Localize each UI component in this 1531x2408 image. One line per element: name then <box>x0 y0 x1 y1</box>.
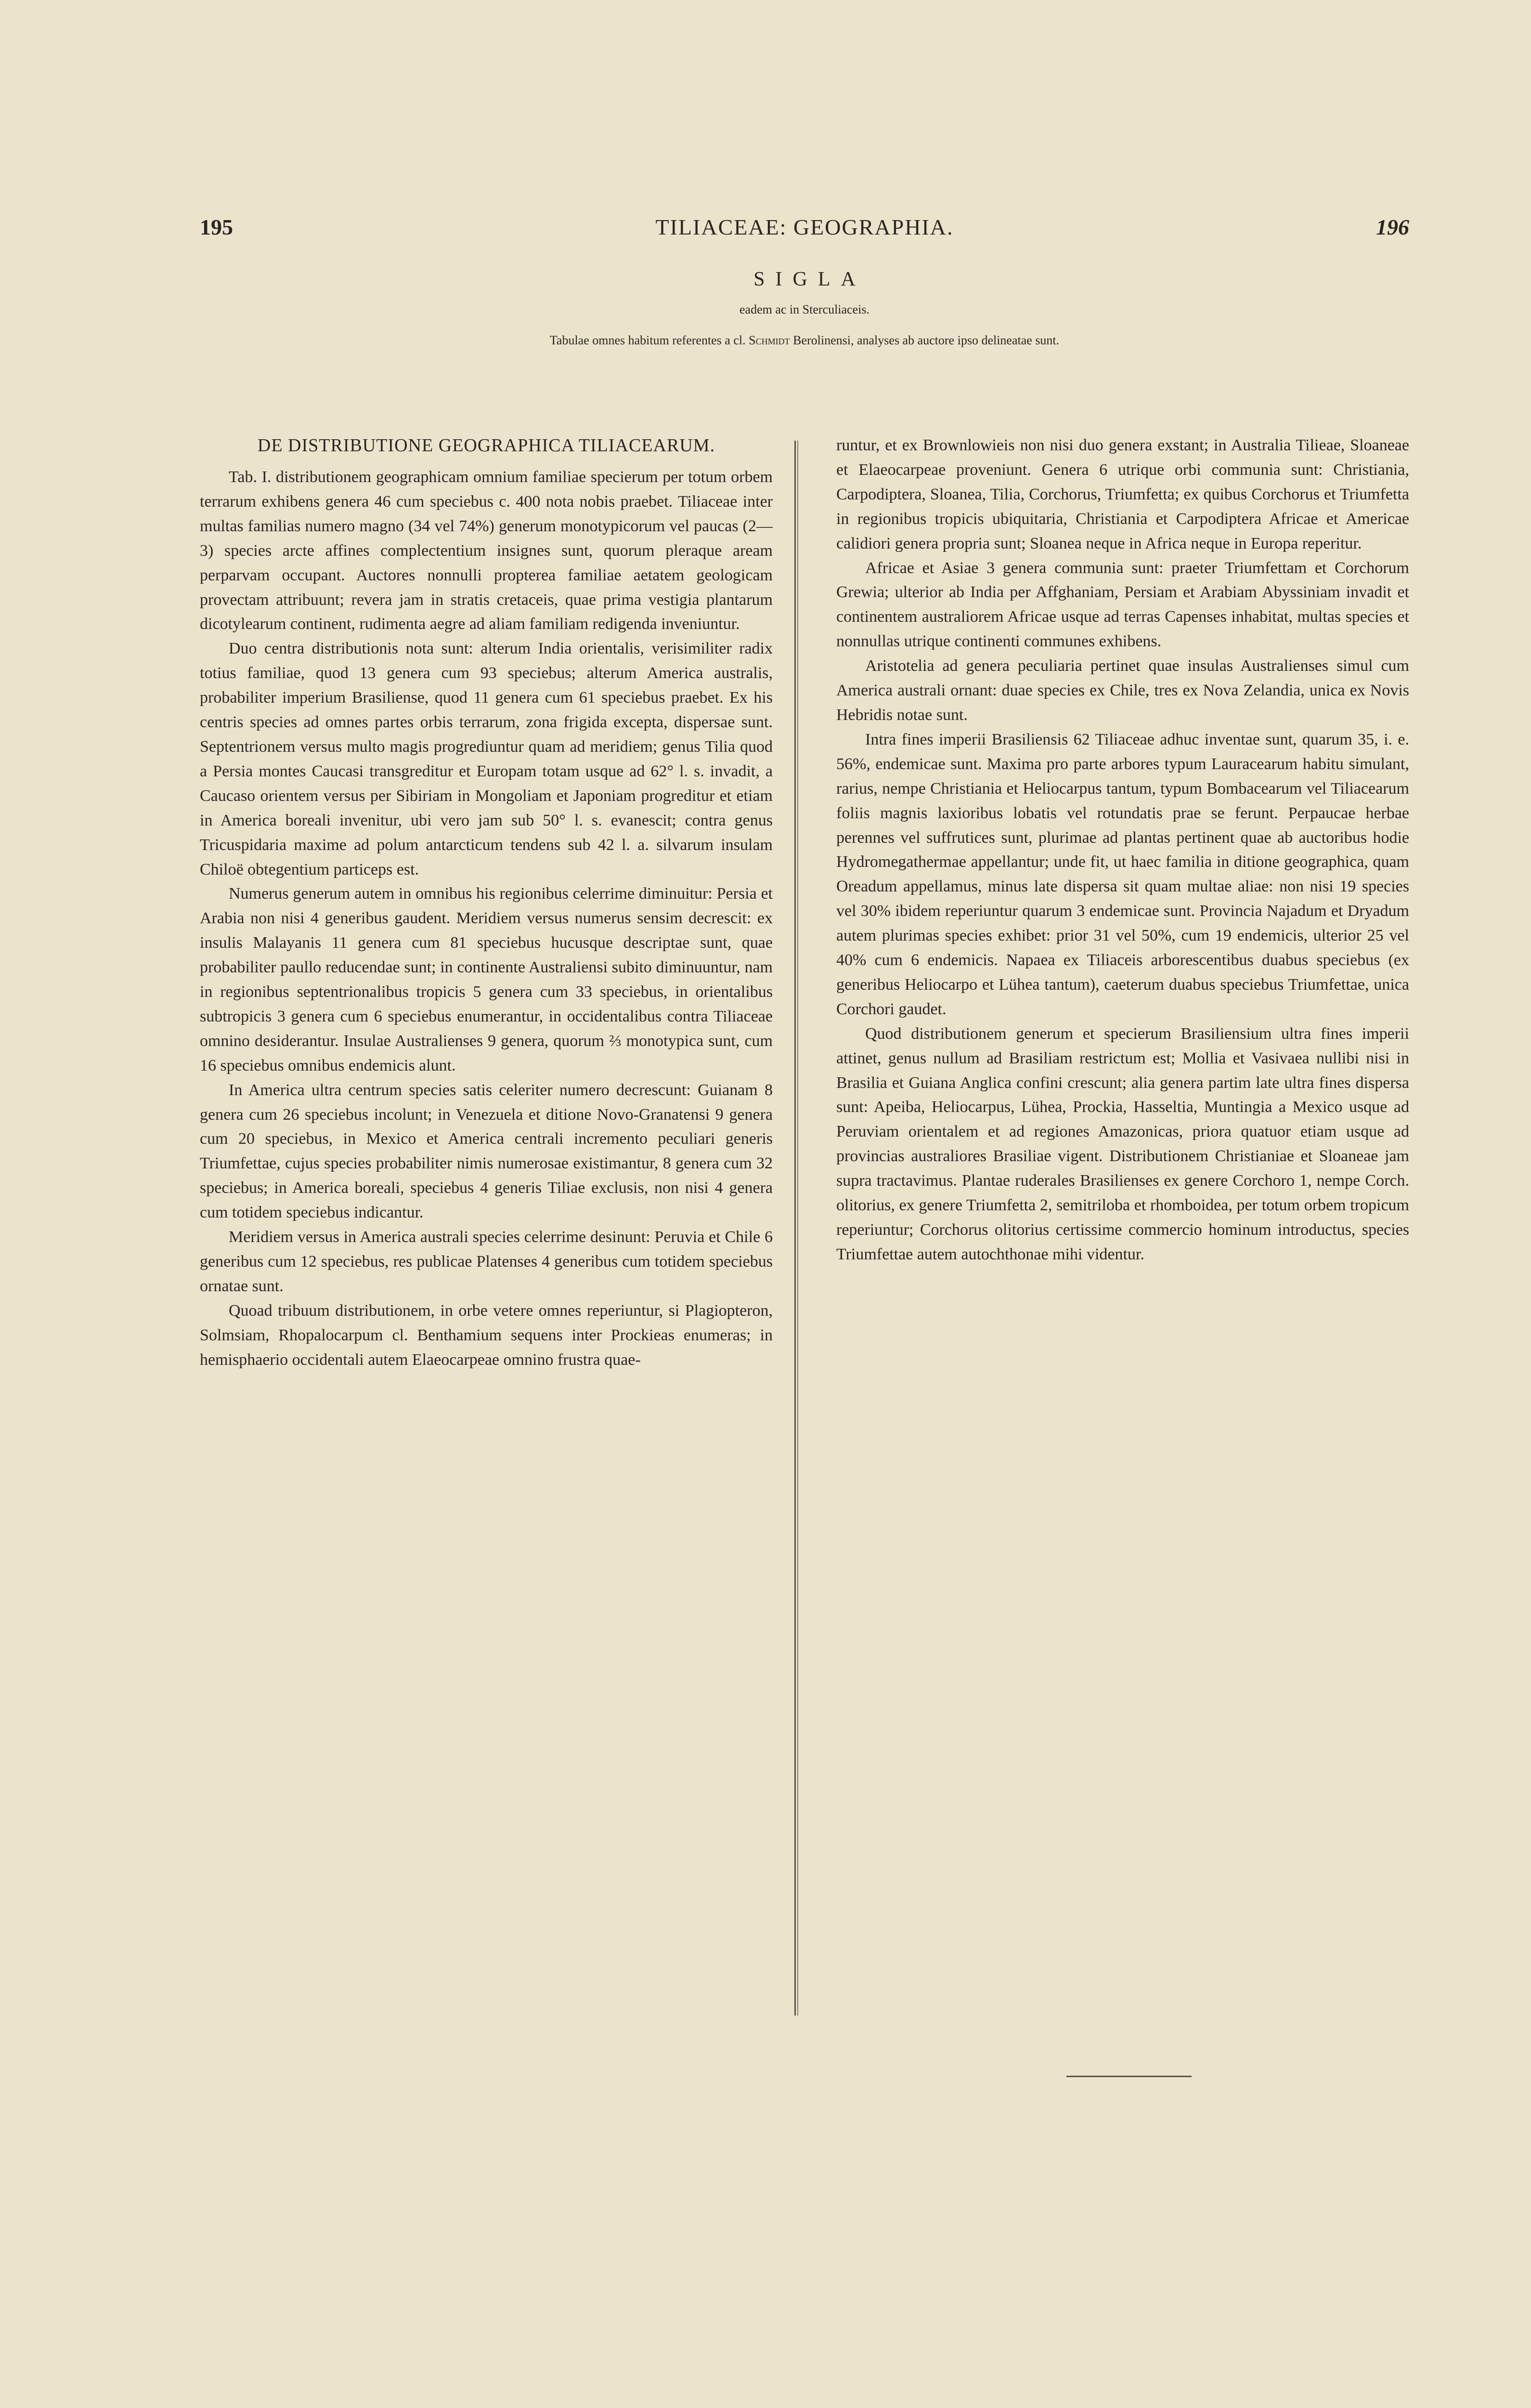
paragraph: Quoad tribuum distributionem, in orbe vetere omnes reperiuntur, si Plagiopteron, Solmsiam, Rhopalocarpum cl. Benthamium sequens inter Prockieas enumeras; in hemisphaerio occidentali autem Elaeocarpeae omnino frustra quae- <box>200 1301 773 1369</box>
sigla-note-suffix: Berolinensi, analyses ab auctore ipso delineatae sunt. <box>793 333 1060 347</box>
sigla-note-name: Schmidt <box>749 333 790 347</box>
paragraph-continued: runtur, et ex Brownlowieis non nisi duo genera exstant; in Australia Tilieae, Sloaneae et Elaeocarpeae proveniunt. Genera 6 utrique orbi communia sunt: Christiania, Carpodiptera, Sloanea, Tilia, Corchorus, Triumfetta; ex quibus Corchorus et Triumfetta in regionibus tropicis ubiquitaria, Christiania et Carpodiptera Africae et Americae calidiori genera propria sunt; Sloanea neque in Africa neque in Europa reperitur. <box>836 436 1409 552</box>
column-divider <box>794 441 796 2015</box>
paragraph: Intra fines imperii Brasiliensis 62 Tiliaceae adhuc inventae sunt, quarum 35, i. e. 56%, endemicae sunt. Maxima pro parte arbores typum Lauracearum habitu simulant, rarius, nempe Christiania et Heliocarpus tantum, typum Bombacearum vel Tiliacearum foliis magnis laxioribus lobatis vel rotundatis prae se ferunt. Perpaucae herbae perennes vel suffrutices sunt, plurimae ad plantas pertinent quae ab auctoribus hodie Hydromegathermae appellantur; unde fit, ut haec familia in ditione geographica, quam Oreadum appellamus, minus late dispersa sit quam multae aliae: non nisi 19 species vel 30% ibidem reperiuntur quarum 3 endemicae sunt. Provincia Najadum et Dryadum autem plurimas species exhibet: prior 31 vel 50%, cum 19 endemicis, ulterior 25 vel 40% cum 6 endemicis. Napaea ex Tiliaceis arborescentibus duabus speciebus (ex generibus Heliocarpo et Lühea tantum), caeterum duabus speciebus Triumfettae, unica Corchori gaudet. <box>836 730 1409 1018</box>
sigla-block <box>200 268 1409 348</box>
end-rule <box>1066 2076 1192 2077</box>
running-head <box>200 214 1409 248</box>
paragraph: Africae et Asiae 3 genera communia sunt: praeter Triumfettam et Corchorum Grewia; ulterior ab India per Affghaniam, Persiam et Arabiam Abyssiniam invadit et continentem australiorem Africae usque ad terras Capenses inhabitat, multas species et nonnullas utrique continenti communes exhibens. <box>836 559 1409 651</box>
page-number-left: 195 <box>200 215 233 239</box>
sigla-note-prefix: Tabulae omnes habitum referentes a cl. <box>549 333 746 347</box>
left-column <box>200 433 773 1373</box>
column-divider-inner <box>797 441 798 2015</box>
paragraph: In America ultra centrum species satis celeriter numero decrescunt: Guianam 8 genera cum 26 speciebus incolunt; in Venezuela et ditione Novo-Granatensi 9 genera cum 20 speciebus, in Mexico et America centrali incremento peculiari generis Triumfettae, cujus species probabiliter nimis numerosae existimantur, 8 genera cum 32 speciebus; in America boreali, speciebus 4 generis Tiliae exclusis, non nisi 4 genera cum totidem speciebus indicantur. <box>200 1081 773 1222</box>
sigla-note <box>200 333 1409 348</box>
paragraph: Tab. I. distributionem geographicam omnium familiae specierum per totum orbem terrarum exhibens genera 46 cum speciebus c. 400 nota nobis praebet. Tiliaceae inter multas familias numero magno (34 vel 74%) generum monotypicorum vel paucas (2—3) species arcte affines complectentium insignes sunt, quorum pleraque aream perparvam occupant. Auctores nonnulli propterea familiae aetatem geologicam provectam attribuunt; revera jam in stratis cretaceis, quae prima vestigia plantarum dicotylearum continent, rudimenta aegre ad aliam familiam redigenda inveniuntur. <box>200 468 773 633</box>
paragraph: Numerus generum autem in omnibus his regionibus celerrime diminuitur: Persia et Arabia non nisi 4 generibus gaudent. Meridiem versus numerus sensim decrescit: ex insulis Malayanis 11 genera cum 81 speciebus hucusque descriptae sunt, quae probabiliter paullo reducendae sunt; in continente Australiensi subito diminuuntur, nam in regionibus septentrionalibus tropicis 5 genera cum 33 speciebus, in orientalibus subtropicis 3 genera cum 6 speciebus enumerantur, in occidentalibus contra Tiliaceae omnino desiderantur. Insulae Australienses 9 genera, quorum ⅔ monotypica sunt, cum 16 speciebus omnibus endemicis alunt. <box>200 885 773 1074</box>
right-column <box>836 433 1409 1267</box>
section-heading: DE DISTRIBUTIONE GEOGRAPHICA TILIACEARUM. <box>257 435 715 456</box>
running-title: TILIACEAE: GEOGRAPHIA. <box>655 215 954 239</box>
paragraph: Meridiem versus in America australi species celerrime desinunt: Peruvia et Chile 6 generibus cum 12 speciebus, res publicae Platenses 4 generibus cum totidem speciebus ornatae sunt. <box>200 1228 773 1295</box>
paragraph: Duo centra distributionis nota sunt: alterum India orientalis, verisimiliter radix totius familiae, quod 13 genera cum 93 speciebus; alterum America australis, probabiliter imperium Brasiliense, quod 11 genera cum 61 speciebus praebet. Ex his centris species ad omnes partes orbis terrarum, zona frigida excepta, dispersae sunt. Septentrionem versus multo magis progrediuntur quam ad meridiem; genus Tilia quod a Persia montes Caucasi transgreditur et Europam totam usque ad 62° l. s. invadit, a Caucaso orientem versus per Sibiriam in Mongoliam et Japoniam progreditur et etiam in America boreali invenitur, ubi vero jam sub 50° l. s. evanescit; contra genus Tricuspidaria maxime ad polum antarcticum tendens sub 42 l. a. silvarum insulam Chiloë obtegentium particeps est. <box>200 640 773 878</box>
sigla-title: SIGLA <box>753 268 866 290</box>
paragraph: Quod distributionem generum et specierum Brasiliensium ultra fines imperii attinet, genus nullum ad Brasiliam restrictum est; Mollia et Vasivaea nullibi nisi in Brasilia et Guiana Anglica confini crescunt; alia genera partim late ultra fines dispersa sunt: Apeiba, Heliocarpus, Lühea, Prockia, Hasseltia, Muntingia a Mexico usque ad Peruviam orientalem et ad regiones Amazonicas, priora quatuor etiam usque ad provincias australiores Brasiliae vigent. Distributionem Christianiae et Sloaneae jam supra tractavimus. Plantae ruderales Brasilienses ex genere Corchoro 1, nempe Corch. olitorius, ex genere Triumfetta 2, semitriloba et rhomboidea, per totum orbem tropicum reperiuntur; Corchorus olitorius certissime commercio hominum introductus, species Triumfettae autem autochthonae mihi videntur. <box>836 1024 1409 1263</box>
sigla-subtitle: eadem ac in Sterculiaceis. <box>740 302 869 316</box>
paragraph: Aristotelia ad genera peculiaria pertinet quae insulas Australienses simul cum America australi ornant: duae species ex Chile, tres ex Nova Zelandia, unica ex Novis Hebridis notae sunt. <box>836 657 1409 724</box>
page-number-right: 196 <box>1376 215 1409 239</box>
